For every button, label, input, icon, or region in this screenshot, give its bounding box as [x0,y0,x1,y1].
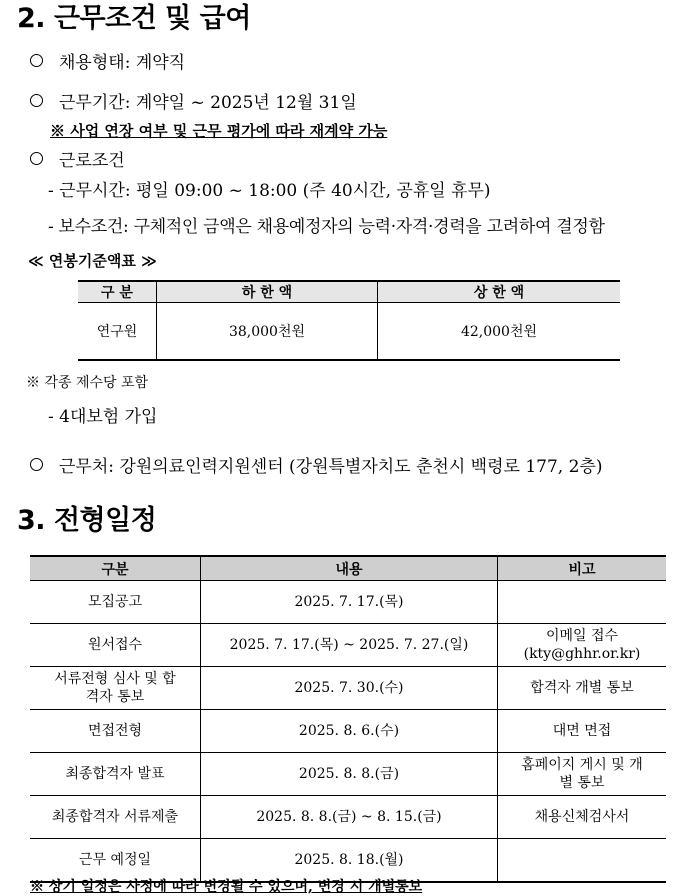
schedule-item: 면접전형 [30,710,201,753]
employment-type-item [30,48,185,73]
schedule-note [498,753,667,796]
schedule-header-item: 구분 [30,556,201,581]
workplace-item [30,452,602,477]
schedule-note-text: 이메일 접수 (kty@ghhr.or.kr) [523,628,641,662]
pay-terms-text: - 보수조건: 구체적인 금액은 채용예정자의 능력·자격·경력을 고려하여 결정함 [48,217,605,237]
schedule-header-content: 내용 [201,556,498,581]
salary-row [78,303,620,361]
salary-header-row [78,281,620,303]
schedule-footnote: ※ 상기 일정은 사정에 따라 변경될 수 있으며, 변경 시 개별통보 [30,879,423,895]
salary-table [78,280,620,361]
insurance-text: - 4대보험 가입 [48,407,158,427]
schedule-note [498,581,667,624]
schedule-note: 대면 면접 [498,710,667,753]
salary-header-min: 하 한 액 [157,281,378,303]
schedule-note: 합격자 개별 통보 [498,667,667,710]
schedule-note: 채용신체검사서 [498,796,667,839]
schedule-content: 2025. 8. 18.(월) [201,839,498,883]
schedule-note-text: 홈페이지 게시 및 개별 통보 [521,757,643,791]
schedule-row [30,753,666,796]
salary-header-category: 구 분 [78,281,157,303]
schedule-content: 2025. 8. 6.(수) [201,710,498,753]
schedule-item-text: 서류전형 심사 및 합격자 통보 [54,671,176,705]
bullet-circle-icon [30,458,43,471]
schedule-row [30,667,666,710]
work-period-text: 근무기간: 계약일 ~ 2025년 12월 31일 [59,93,357,113]
schedule-content: 2025. 7. 17.(목) [201,581,498,624]
schedule-row [30,581,666,624]
schedule-item: 모집공고 [30,581,201,624]
conditions-item [30,146,125,171]
schedule-content: 2025. 7. 30.(수) [201,667,498,710]
work-hours-text: - 근무시간: 평일 09:00 ~ 18:00 (주 40시간, 공휴일 휴무) [48,181,491,201]
bullet-circle-icon [30,94,43,107]
schedule-content: 2025. 8. 8.(금) [201,753,498,796]
schedule-content: 2025. 8. 8.(금) ~ 8. 15.(금) [201,796,498,839]
workplace-text: 근무처: 강원의료인력지원센터 (강원특별자치도 춘천시 백령로 177, 2층) [59,457,603,477]
renewal-note: ※ 사업 연장 여부 및 근무 평가에 따라 재계약 가능 [50,122,388,140]
section2-title: 2. 근무조건 및 급여 [17,3,251,34]
schedule-note [498,624,667,667]
salary-table-title: ≪ 연봉기준액표 ≫ [28,252,157,270]
schedule-row [30,710,666,753]
allowance-note: ※ 각종 제수당 포함 [26,375,149,391]
bullet-circle-icon [30,152,43,165]
schedule-row [30,796,666,839]
section3-title: 3. 전형일정 [17,505,157,536]
schedule-item [30,667,201,710]
schedule-item: 최종합격자 발표 [30,753,201,796]
salary-cell-min: 38,000천원 [157,303,378,361]
conditions-title: 근로조건 [59,151,125,171]
salary-header-max: 상 한 액 [378,281,621,303]
schedule-note [498,839,667,883]
schedule-table [30,555,666,883]
schedule-item: 최종합격자 서류제출 [30,796,201,839]
salary-cell-position: 연구원 [78,303,157,361]
schedule-header-note: 비고 [498,556,667,581]
schedule-row [30,624,666,667]
schedule-item: 근무 예정일 [30,839,201,883]
employment-type-text: 채용형태: 계약직 [59,53,186,73]
bullet-circle-icon [30,54,43,67]
schedule-header-row [30,556,666,581]
work-period-item [30,88,357,113]
schedule-item: 원서접수 [30,624,201,667]
schedule-content: 2025. 7. 17.(목) ~ 2025. 7. 27.(일) [201,624,498,667]
salary-cell-max: 42,000천원 [378,303,621,361]
